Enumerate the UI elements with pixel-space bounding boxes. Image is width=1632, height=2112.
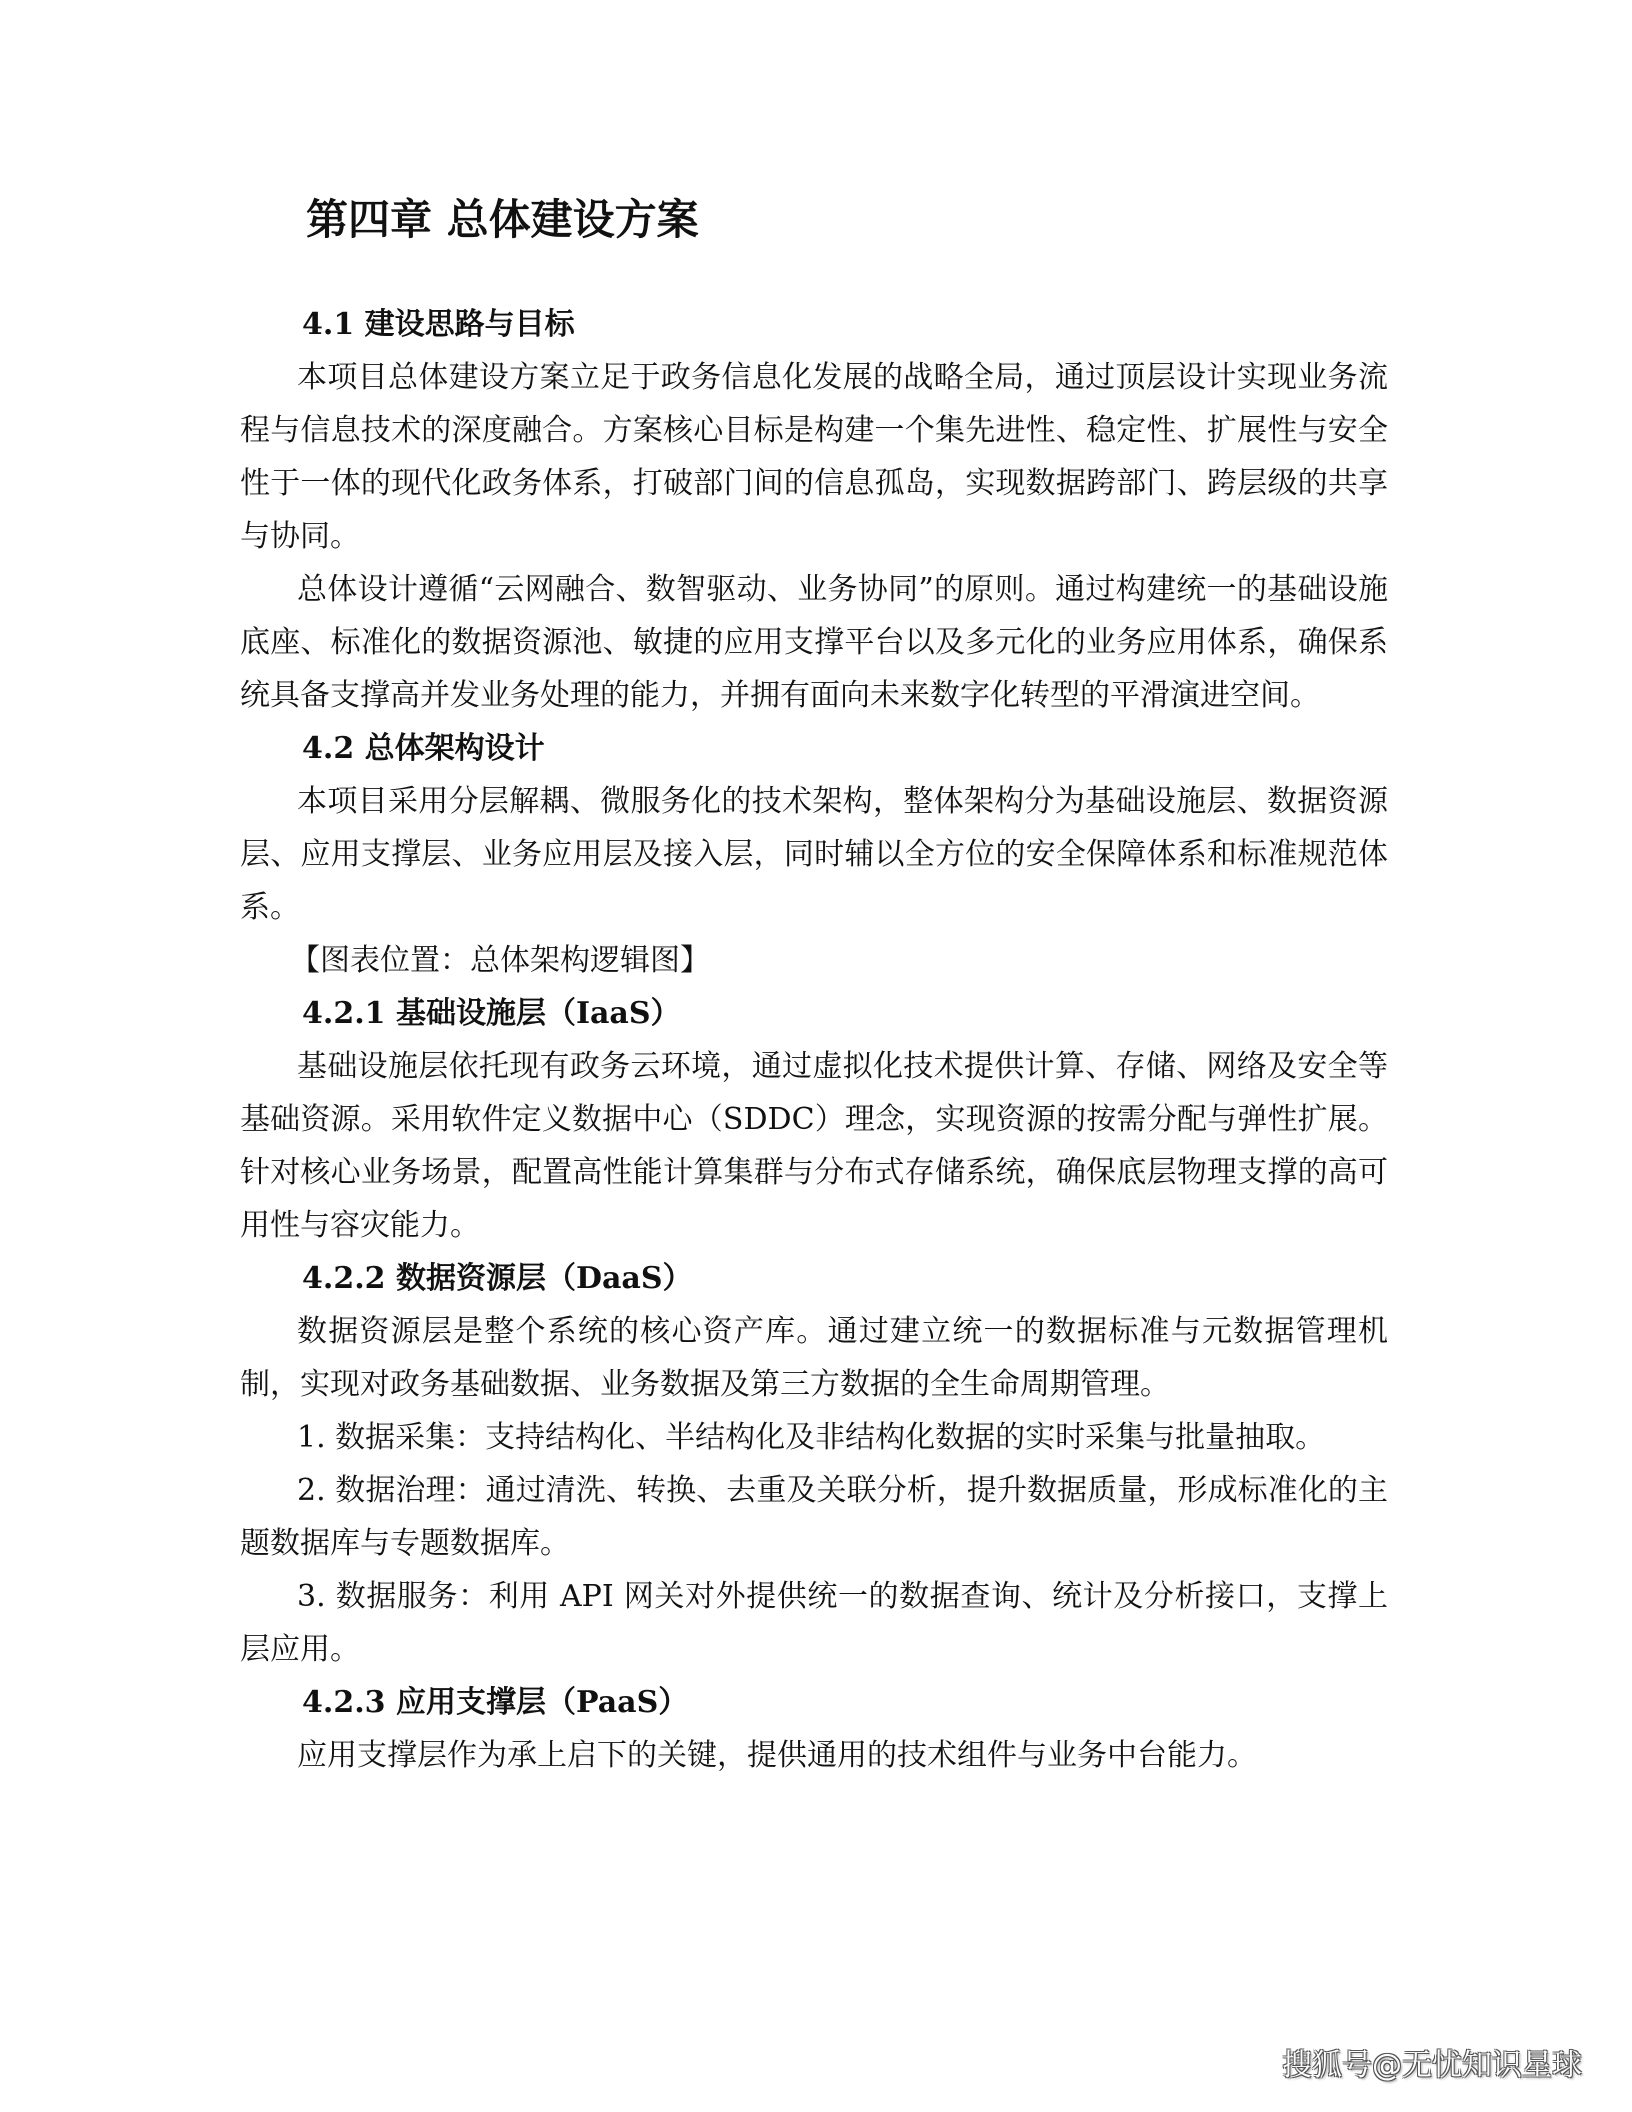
- paragraph: 本项目采用分层解耦、微服务化的技术架构，整体架构分为基础设施层、数据资源层、应用支撑层、业务应用层及接入层，同时辅以全方位的安全保障体系和标准规范体系。: [240, 784, 1388, 925]
- section-heading-4-2-1: 4.2.1 基础设施层（IaaS）: [302, 996, 681, 1031]
- paragraph: 基础设施层依托现有政务云环境，通过虚拟化技术提供计算、存储、网络及安全等基础资源。采用软件定义数据中心（SDDC）理念，实现资源的按需分配与弹性扩展。针对核心业务场景，配置高性能计算集群与分布式存储系统，确保底层物理支撑的高可用性与容灾能力。: [240, 1049, 1388, 1243]
- paragraph: 总体设计遵循“云网融合、数智驱动、业务协同”的原则。通过构建统一的基础设施底座、标准化的数据资源池、敏捷的应用支撑平台以及多元化的业务应用体系，确保系统具备支撑高并发业务处理的能力，并拥有面向未来数字化转型的平滑演进空间。: [240, 572, 1388, 713]
- section-heading-4-2-3: 4.2.3 应用支撑层（PaaS）: [302, 1685, 689, 1720]
- paragraph: 数据资源层是整个系统的核心资产库。通过建立统一的数据标准与元数据管理机制，实现对政务基础数据、业务数据及第三方数据的全生命周期管理。: [240, 1314, 1388, 1402]
- document-body: [240, 298, 1388, 1782]
- paragraph: 应用支撑层作为承上启下的关键，提供通用的技术组件与业务中台能力。: [297, 1738, 1257, 1773]
- paragraph: 本项目总体建设方案立足于政务信息化发展的战略全局，通过顶层设计实现业务流程与信息技术的深度融合。方案核心目标是构建一个集先进性、稳定性、扩展性与安全性于一体的现代化政务体系，打破部门间的信息孤岛，实现数据跨部门、跨层级的共享与协同。: [240, 360, 1388, 554]
- section-heading-4-1: 4.1 建设思路与目标: [302, 307, 575, 342]
- figure-placeholder-caption: 【图表位置：总体架构逻辑图】: [290, 943, 710, 978]
- section-heading-4-2-2: 4.2.2 数据资源层（DaaS）: [302, 1261, 693, 1296]
- watermark: 搜狐号@无忧知识星球: [1282, 2048, 1582, 2083]
- section-heading-4-2: 4.2 总体架构设计: [302, 731, 545, 766]
- list-item: 1. 数据采集：支持结构化、半结构化及非结构化数据的实时采集与批量抽取。: [297, 1420, 1326, 1455]
- list-item: 3. 数据服务：利用 API 网关对外提供统一的数据查询、统计及分析接口，支撑上层应用。: [240, 1579, 1388, 1667]
- chapter-title: 第四章 总体建设方案: [306, 195, 699, 244]
- list-item: 2. 数据治理：通过清洗、转换、去重及关联分析，提升数据质量，形成标准化的主题数据库与专题数据库。: [240, 1473, 1388, 1561]
